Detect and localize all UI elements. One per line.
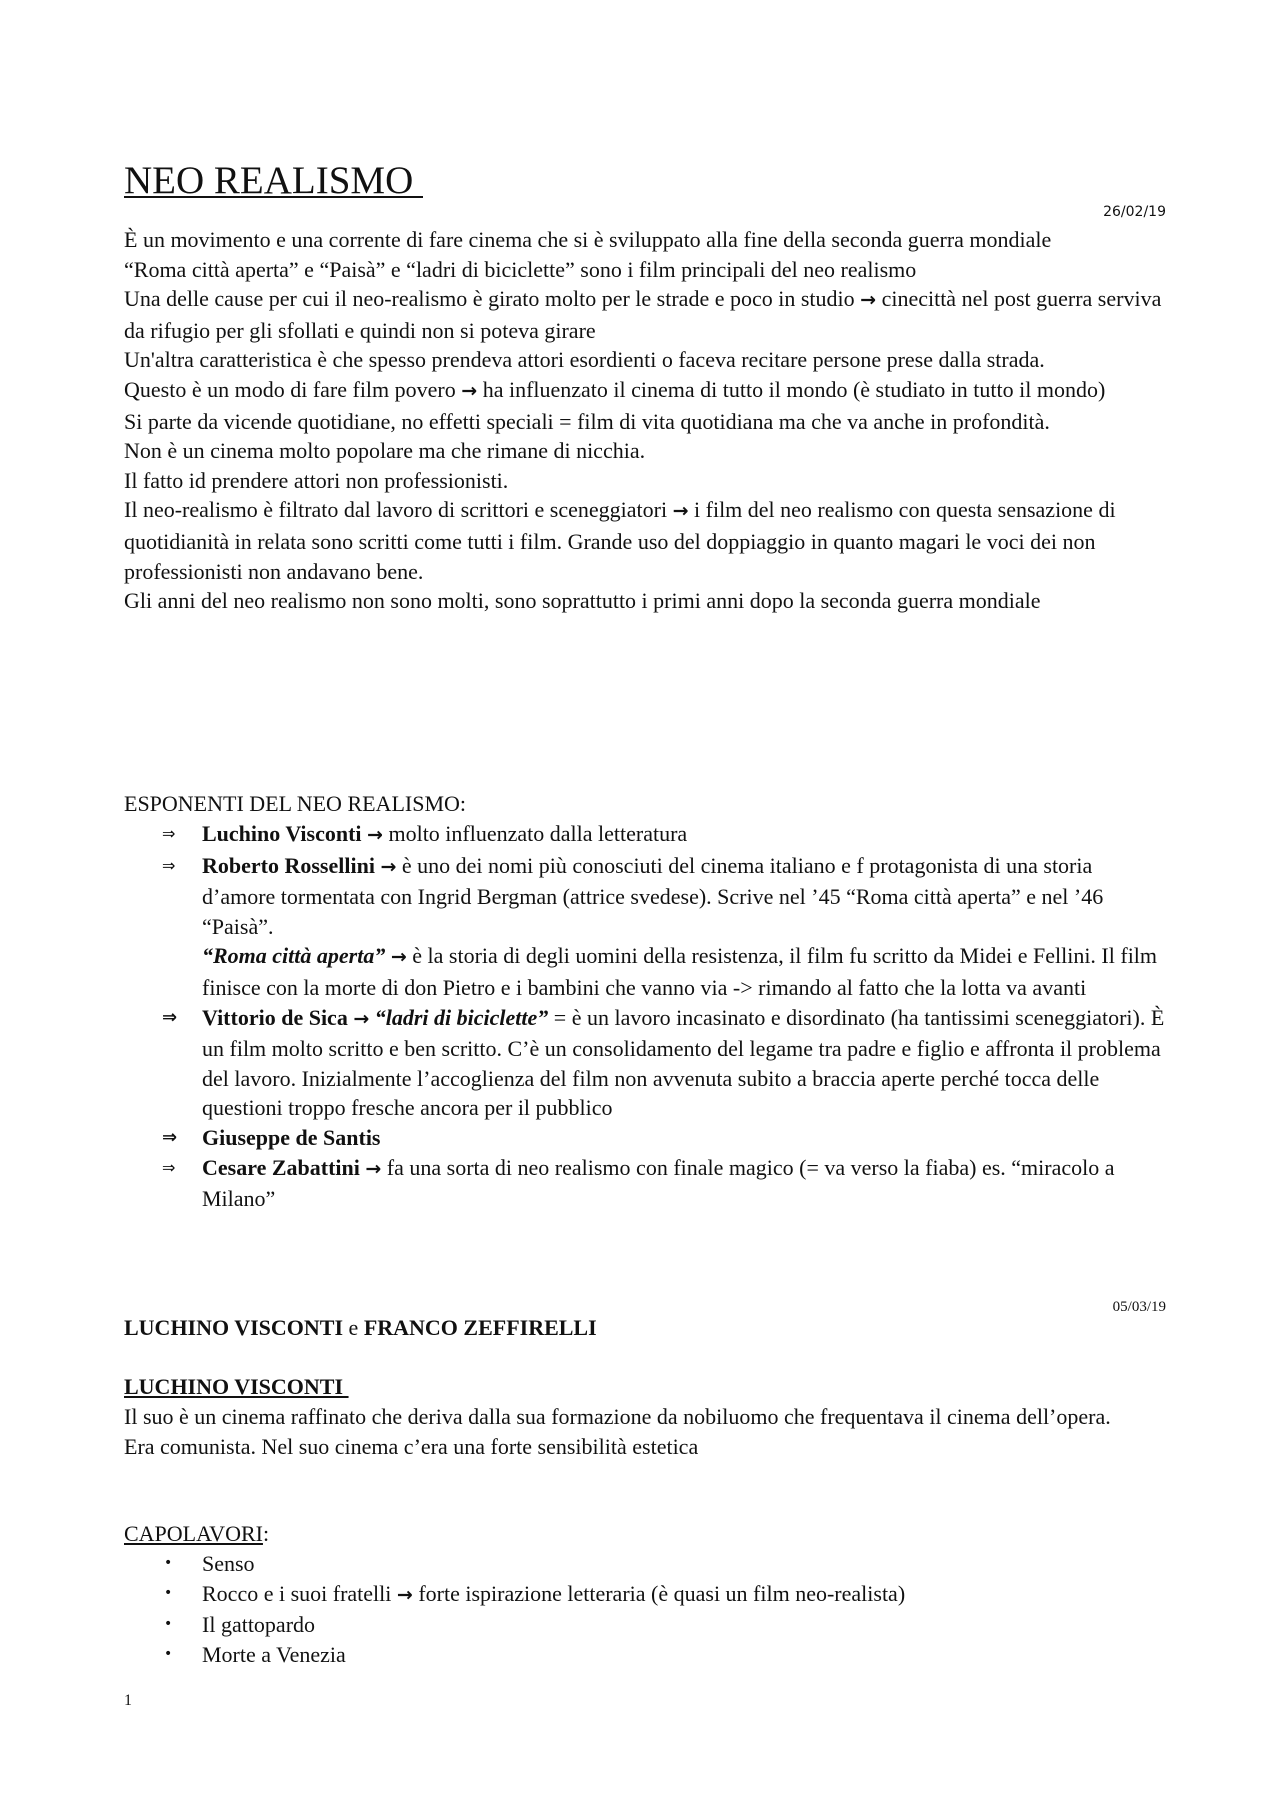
double-arrow-icon: ⇒ bbox=[162, 855, 176, 875]
arrow-right-icon: → bbox=[860, 289, 877, 312]
arrow-right-icon: → bbox=[353, 1007, 370, 1030]
intro-line: Gli anni del neo realismo non sono molti, sono soprattutto i primi anni dopo la seconda guerra mondiale bbox=[124, 588, 1041, 614]
visconti-description: Il suo è un cinema raffinato che deriva dalla sua formazione da nobiluomo che frequentava il cinema dell’opera. Era comunista. Nel suo cinema c’era una forte sensibilità estetica bbox=[124, 1404, 1111, 1459]
arrow-right-icon: → bbox=[380, 855, 397, 878]
intro-line: Si parte da vicende quotidiane, no effetti speciali = film di vita quotidiana ma che va anche in profondità. bbox=[124, 408, 1050, 434]
list-item: ⇒ Roberto Rossellini → è uno dei nomi più conosciuti del cinema italiano e f protagonista di una storia d’amore tormentata con Ingrid Bergman (attrice svedese). Scrive nel ’45 “Roma città aperta” e nel ’46 “Paisà”. “Roma città aperta” → è la storia di degli uomini della resistenza, il film fu scritto da Midei e Fellini. Il film finisce con la morte di don Pietro e i bambini che vanno via -> rimando al fatto che la lotta va avanti bbox=[162, 852, 1158, 1000]
list-item: ⇒ Cesare Zabattini → fa una sorta di neo realismo con finale magico (= va verso la fiaba) es. “miracolo a Milano” bbox=[162, 1154, 1115, 1212]
section-heading: LUCHINO VISCONTI e FRANCO ZEFFIRELLI bbox=[124, 1315, 597, 1340]
page-title: NEO REALISMO bbox=[124, 159, 423, 202]
arrow-right-icon: → bbox=[672, 500, 689, 523]
intro-poor: Questo è un modo di fare film povero → ha influenzato il cinema di tutto il mondo (è studiato in tutto il mondo) bbox=[124, 376, 1106, 402]
intro-causes: Una delle cause per cui il neo-realismo è girato molto per le strade e poco in studio → cinecittà nel post guerra serviva da rifugio per gli sfollati e quindi non si poteva girare bbox=[124, 286, 1162, 343]
intro-line: “Roma città aperta” e “Paisà” e “ladri di biciclette” sono i film principali del neo realismo bbox=[124, 256, 917, 282]
double-arrow-icon: ⇒ bbox=[162, 1126, 178, 1148]
intro-section bbox=[124, 225, 1166, 616]
bullet-icon: • bbox=[164, 1584, 173, 1601]
subsection-heading: LUCHINO VISCONTI bbox=[124, 1374, 349, 1399]
arrow-right-icon: → bbox=[396, 1583, 413, 1606]
arrow-right-icon: → bbox=[461, 379, 478, 402]
list-item: ⇒ Vittorio de Sica → “ladri di biciclette” = è un lavoro incasinato e disordinato (ha tantissimi sceneggiatori). È un film molto scritto e ben scritto. C’è un consolidamento del legame tra padre e figlio e affronta il problema del lavoro. Inizialmente l’accoglienza del film non avvenuta subito a braccia aperte perché tocca delle questioni troppo fresche ancora per il pubblico bbox=[162, 1004, 1165, 1121]
intro-line: Il fatto id prendere attori non professionisti. bbox=[124, 467, 509, 493]
bullet-icon: • bbox=[164, 1555, 173, 1571]
bullet-icon: • bbox=[164, 1645, 173, 1662]
list-item: • Rocco e i suoi fratelli → forte ispirazione letteraria (è quasi un film neo-realista) bbox=[124, 1579, 1166, 1611]
intro-filtered: Il neo-realismo è filtrato dal lavoro di scrittori e sceneggiatori → i film del neo realismo con questa sensazione di quotidianità in relata sono scritti come tutti i film. Grande uso del doppiaggio in quanto magari le voci dei non professionisti non andavano bene. bbox=[124, 497, 1116, 584]
date-stamp-2: 05/03/19 bbox=[1112, 1299, 1166, 1315]
arrow-right-icon: → bbox=[367, 824, 383, 846]
capolavori-heading: CAPOLAVORI: bbox=[124, 1521, 270, 1546]
list-item: ⇒ Luchino Visconti → molto influenzato dalla letteratura bbox=[124, 819, 1166, 851]
list-item: • Il gattopardo bbox=[124, 1610, 1166, 1640]
date-stamp-1: 26/02/19 bbox=[1103, 204, 1166, 220]
arrow-right-icon: → bbox=[365, 1157, 382, 1180]
double-arrow-icon: ⇒ bbox=[162, 1006, 178, 1028]
arrow-right-icon: → bbox=[390, 946, 407, 969]
double-arrow-icon: ⇒ bbox=[162, 1157, 176, 1177]
exponents-list bbox=[124, 819, 1166, 1214]
list-item: ⇒ Giuseppe de Santis bbox=[124, 1123, 1166, 1153]
intro-line: È un movimento e una corrente di fare cinema che si è sviluppato alla fine della seconda guerra mondiale bbox=[124, 227, 1052, 252]
double-arrow-icon: ⇒ bbox=[162, 824, 176, 843]
page-number: 1 bbox=[124, 1692, 132, 1709]
exponents-heading: ESPONENTI DEL NEO REALISMO: bbox=[124, 791, 466, 816]
capolavori-list bbox=[124, 1549, 1166, 1669]
bullet-icon: • bbox=[164, 1616, 173, 1633]
intro-line: Non è un cinema molto popolare ma che rimane di nicchia. bbox=[124, 438, 646, 464]
intro-line: Un'altra caratteristica è che spesso prendeva attori esordienti o faceva recitare persone prese dalla strada. bbox=[124, 347, 1045, 373]
list-item: • Morte a Venezia bbox=[124, 1640, 1166, 1670]
list-item: • Senso bbox=[124, 1549, 1166, 1579]
